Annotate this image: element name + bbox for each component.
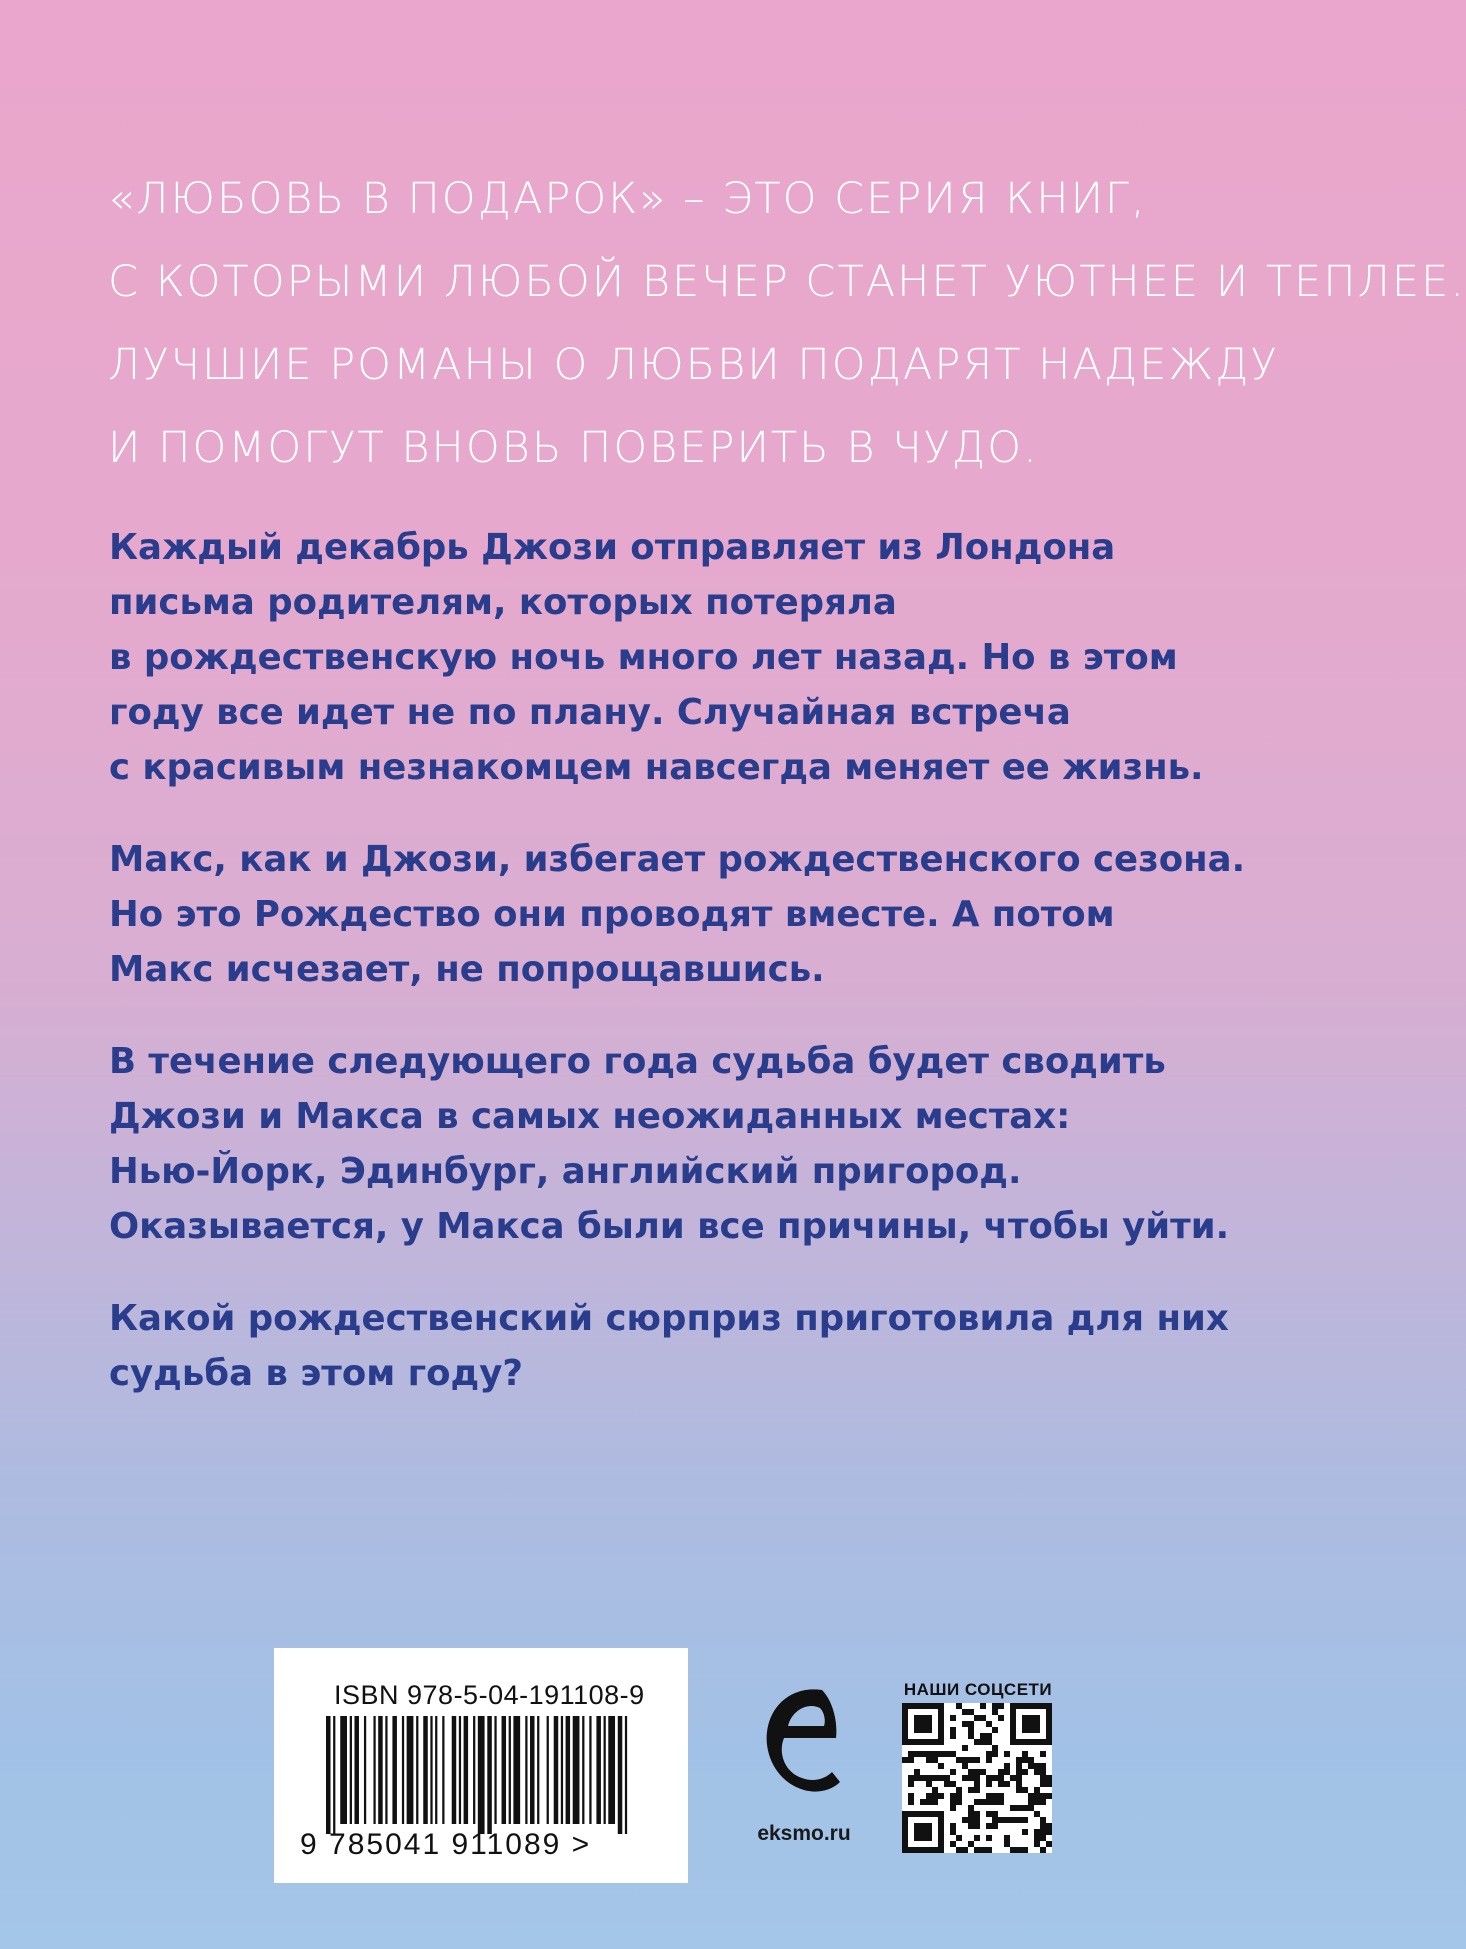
qr-module bbox=[950, 1829, 956, 1835]
qr-module bbox=[962, 1763, 968, 1769]
qr-module bbox=[1046, 1793, 1052, 1799]
qr-module bbox=[968, 1787, 974, 1793]
qr-module bbox=[1016, 1763, 1022, 1769]
qr-module bbox=[968, 1709, 974, 1715]
qr-module bbox=[980, 1715, 986, 1721]
barcode-bar bbox=[402, 1716, 404, 1824]
qr-module bbox=[914, 1823, 932, 1841]
qr-module bbox=[932, 1757, 938, 1763]
barcode-bar bbox=[407, 1716, 414, 1824]
qr-module bbox=[992, 1823, 998, 1829]
blurb-line: с красивым незнакомцем навсегда меняет ее жизнь. bbox=[109, 747, 1204, 788]
qr-module bbox=[944, 1781, 950, 1787]
barcode-bar bbox=[430, 1716, 432, 1824]
qr-module bbox=[974, 1835, 980, 1841]
blurb-line: Каждый декабрь Джози отправляет из Лондона bbox=[109, 527, 1116, 568]
qr-module bbox=[950, 1715, 956, 1721]
qr-module bbox=[926, 1799, 932, 1805]
qr-module bbox=[962, 1757, 968, 1763]
blurb-line: Но это Рождество они проводят вместе. А потом bbox=[109, 894, 1115, 935]
qr-module bbox=[1022, 1847, 1028, 1853]
qr-module bbox=[962, 1709, 968, 1715]
barcode-bar bbox=[566, 1716, 571, 1824]
blurb-line: Оказывается, у Макса были все причины, чтобы уйти. bbox=[109, 1206, 1230, 1247]
qr-module bbox=[1034, 1835, 1040, 1841]
qr-module bbox=[1016, 1787, 1022, 1793]
qr-module bbox=[962, 1847, 968, 1853]
qr-module bbox=[962, 1817, 968, 1823]
barcode-bar bbox=[473, 1716, 475, 1824]
qr-module bbox=[974, 1847, 980, 1853]
qr-module bbox=[1022, 1817, 1028, 1823]
qr-module bbox=[950, 1799, 956, 1805]
qr-module bbox=[992, 1793, 998, 1799]
qr-module bbox=[1016, 1847, 1022, 1853]
qr-module bbox=[974, 1739, 980, 1745]
qr-module bbox=[992, 1709, 998, 1715]
qr-module bbox=[992, 1775, 998, 1781]
qr-module bbox=[1004, 1769, 1010, 1775]
qr-module bbox=[938, 1775, 944, 1781]
qr-module bbox=[932, 1793, 938, 1799]
blurb-line: в рождественскую ночь много лет назад. Но в этом bbox=[109, 637, 1178, 678]
barcode-bar bbox=[618, 1716, 623, 1834]
qr-module bbox=[962, 1745, 968, 1751]
qr-module bbox=[956, 1799, 962, 1805]
qr-module bbox=[1034, 1829, 1040, 1835]
barcode-bar bbox=[354, 1716, 359, 1824]
blurb-line: Джози и Макса в самых неожиданных местах: bbox=[109, 1096, 1071, 1137]
qr-module bbox=[914, 1715, 932, 1733]
qr-module bbox=[1016, 1781, 1022, 1787]
blurb-paragraph-3 bbox=[109, 1034, 1259, 1254]
barcode-bar bbox=[509, 1716, 511, 1824]
qr-module bbox=[992, 1811, 998, 1817]
qr-module bbox=[932, 1799, 938, 1805]
blurb-line: Нью-Йорк, Эдинбург, английский пригород. bbox=[109, 1151, 1022, 1192]
barcode-bar bbox=[459, 1716, 461, 1824]
qr-module bbox=[908, 1781, 914, 1787]
qr-module bbox=[1022, 1715, 1040, 1733]
qr-module bbox=[908, 1751, 914, 1757]
barcode-bar bbox=[452, 1716, 457, 1824]
qr-module bbox=[1004, 1781, 1010, 1787]
blurb-line: письма родителям, которых потеряла bbox=[109, 582, 897, 623]
qr-module bbox=[968, 1805, 974, 1811]
qr-module bbox=[1004, 1841, 1010, 1847]
qr-module bbox=[956, 1847, 962, 1853]
qr-module bbox=[950, 1793, 956, 1799]
qr-module bbox=[992, 1727, 998, 1733]
qr-module bbox=[920, 1799, 926, 1805]
tagline-line: С КОТОРЫМИ ЛЮБОЙ ВЕЧЕР СТАНЕТ УЮТНЕЕ И ТЕПЛЕЕ. bbox=[108, 257, 1466, 307]
qr-module bbox=[950, 1805, 956, 1811]
barcode-bar bbox=[435, 1716, 437, 1824]
tagline-line: «ЛЮБОВЬ В ПОДАРОК» – ЭТО СЕРИЯ КНИГ, bbox=[108, 174, 1147, 224]
qr-module bbox=[998, 1715, 1004, 1721]
qr-module bbox=[950, 1727, 956, 1733]
barcode-bar bbox=[525, 1716, 527, 1824]
qr-module bbox=[980, 1739, 986, 1745]
barcode-digits: 9 785041 911089 > bbox=[300, 1828, 592, 1861]
qr-module bbox=[1016, 1775, 1022, 1781]
qr-module bbox=[974, 1811, 980, 1817]
qr-module bbox=[980, 1703, 986, 1709]
qr-module bbox=[980, 1733, 986, 1739]
qr-module bbox=[1022, 1787, 1028, 1793]
qr-module bbox=[974, 1787, 980, 1793]
qr-module bbox=[986, 1781, 992, 1787]
blurb-paragraph-4 bbox=[109, 1291, 1259, 1401]
qr-module bbox=[1016, 1817, 1022, 1823]
qr-module bbox=[920, 1775, 926, 1781]
eksmo-logo-icon bbox=[752, 1678, 848, 1802]
qr-module bbox=[1004, 1835, 1010, 1841]
barcode-bar bbox=[340, 1716, 347, 1824]
qr-module bbox=[1016, 1805, 1022, 1811]
barcode-bar bbox=[326, 1716, 331, 1834]
barcode-bar bbox=[478, 1716, 485, 1834]
qr-module bbox=[968, 1775, 974, 1781]
qr-module bbox=[1022, 1829, 1028, 1835]
qr-module bbox=[1040, 1829, 1046, 1835]
qr-module bbox=[920, 1751, 926, 1757]
qr-module bbox=[908, 1793, 914, 1799]
qr-module bbox=[926, 1781, 932, 1787]
qr-module bbox=[992, 1703, 998, 1709]
qr-module bbox=[998, 1769, 1004, 1775]
qr-module bbox=[974, 1817, 980, 1823]
qr-module bbox=[1010, 1775, 1016, 1781]
qr-module bbox=[950, 1733, 956, 1739]
qr-module bbox=[926, 1775, 932, 1781]
qr-module bbox=[998, 1703, 1004, 1709]
qr-module bbox=[914, 1775, 920, 1781]
barcode-bar bbox=[416, 1716, 418, 1824]
qr-module bbox=[1040, 1763, 1046, 1769]
qr-module bbox=[998, 1781, 1004, 1787]
qr-module bbox=[1022, 1769, 1028, 1775]
qr-module bbox=[968, 1733, 974, 1739]
qr-module bbox=[950, 1751, 956, 1757]
qr-module bbox=[986, 1823, 992, 1829]
qr-module bbox=[1016, 1757, 1022, 1763]
qr-module bbox=[986, 1811, 992, 1817]
series-tagline bbox=[108, 158, 1466, 490]
qr-module bbox=[914, 1751, 920, 1757]
qr-module bbox=[1040, 1781, 1046, 1787]
isbn-label: ISBN 978-5-04-191108-9 bbox=[334, 1680, 645, 1710]
qr-module bbox=[1034, 1787, 1040, 1793]
qr-module bbox=[998, 1775, 1004, 1781]
qr-module bbox=[974, 1715, 980, 1721]
blurb-paragraph-2 bbox=[109, 832, 1259, 997]
qr-module bbox=[944, 1751, 950, 1757]
barcode-bar bbox=[442, 1716, 444, 1824]
qr-module bbox=[992, 1745, 998, 1751]
qr-module bbox=[950, 1781, 956, 1787]
qr-module bbox=[962, 1721, 968, 1727]
qr-module bbox=[1034, 1841, 1040, 1847]
barcode-bar bbox=[573, 1716, 580, 1824]
social-title: НАШИ СОЦСЕТИ bbox=[903, 1680, 1053, 1699]
qr-module bbox=[1028, 1799, 1034, 1805]
qr-module bbox=[932, 1787, 938, 1793]
qr-module bbox=[998, 1799, 1004, 1805]
qr-module bbox=[962, 1775, 968, 1781]
publisher-site[interactable]: eksmo.ru bbox=[757, 1822, 851, 1845]
qr-module bbox=[932, 1751, 938, 1757]
qr-module bbox=[998, 1817, 1004, 1823]
qr-module bbox=[986, 1733, 992, 1739]
qr-module bbox=[968, 1721, 974, 1727]
qr-module bbox=[1040, 1769, 1046, 1775]
qr-module bbox=[926, 1751, 932, 1757]
qr-module bbox=[986, 1799, 992, 1805]
qr-module bbox=[1004, 1751, 1010, 1757]
qr-module bbox=[926, 1793, 932, 1799]
qr-module bbox=[1040, 1751, 1046, 1757]
qr-module bbox=[956, 1835, 962, 1841]
qr-module bbox=[1004, 1763, 1010, 1769]
qr-module bbox=[938, 1763, 944, 1769]
qr-module bbox=[1016, 1769, 1022, 1775]
blurb-line: Макс исчезает, не попрощавшись. bbox=[109, 949, 825, 990]
qr-module bbox=[914, 1769, 920, 1775]
qr-module bbox=[1040, 1799, 1046, 1805]
barcode-bar bbox=[502, 1716, 507, 1824]
barcode-bar bbox=[373, 1716, 375, 1824]
qr-module bbox=[908, 1775, 914, 1781]
qr-module bbox=[1040, 1847, 1046, 1853]
qr-module bbox=[1034, 1793, 1040, 1799]
barcode-bar bbox=[364, 1716, 366, 1824]
qr-module bbox=[1010, 1847, 1016, 1853]
qr-module bbox=[968, 1841, 974, 1847]
blurb-line: Макс, как и Джози, избегает рождественского сезона. bbox=[109, 839, 1246, 880]
barcode-bar bbox=[487, 1716, 492, 1834]
barcode-bar bbox=[392, 1716, 397, 1824]
qr-module bbox=[980, 1847, 986, 1853]
qr-module bbox=[1022, 1805, 1028, 1811]
barcode-bar bbox=[513, 1716, 520, 1824]
barcode-bar bbox=[589, 1716, 591, 1824]
qr-module bbox=[974, 1823, 980, 1829]
qr-module bbox=[986, 1847, 992, 1853]
qr-module bbox=[1022, 1751, 1028, 1757]
qr-module bbox=[986, 1835, 992, 1841]
qr-module bbox=[932, 1775, 938, 1781]
qr-module bbox=[956, 1787, 962, 1793]
tagline-line: ЛУЧШИЕ РОМАНЫ О ЛЮБВИ ПОДАРЯТ НАДЕЖДУ bbox=[108, 340, 1279, 390]
barcode-bar bbox=[554, 1716, 559, 1824]
barcode-icon bbox=[326, 1716, 632, 1834]
qr-module bbox=[950, 1823, 956, 1829]
barcode-bar bbox=[608, 1716, 615, 1824]
qr-module bbox=[992, 1751, 998, 1757]
qr-module bbox=[980, 1769, 986, 1775]
qr-module bbox=[1004, 1817, 1010, 1823]
qr-module bbox=[980, 1799, 986, 1805]
barcode-bar bbox=[378, 1716, 383, 1824]
barcode-bar bbox=[582, 1716, 584, 1824]
qr-module bbox=[908, 1799, 914, 1805]
barcode-bar bbox=[596, 1716, 601, 1824]
qr-module bbox=[986, 1751, 992, 1757]
qr-module bbox=[968, 1769, 974, 1775]
qr-module bbox=[1028, 1793, 1034, 1799]
qr-module bbox=[986, 1739, 992, 1745]
book-blurb bbox=[109, 520, 1259, 1438]
blurb-line: Какой рождественский сюрприз приготовила для них bbox=[109, 1298, 1229, 1339]
qr-module bbox=[968, 1811, 974, 1817]
qr-module bbox=[968, 1757, 974, 1763]
barcode-bar bbox=[494, 1716, 496, 1824]
qr-module bbox=[1046, 1829, 1052, 1835]
qr-module bbox=[974, 1757, 980, 1763]
blurb-line: году все идет не по плану. Случайная встреча bbox=[109, 692, 1071, 733]
qr-module bbox=[974, 1781, 980, 1787]
qr-module bbox=[986, 1721, 992, 1727]
qr-module bbox=[1022, 1757, 1028, 1763]
barcode-bar bbox=[625, 1716, 627, 1834]
qr-module bbox=[1034, 1799, 1040, 1805]
qr-module bbox=[1040, 1823, 1046, 1829]
qr-code-icon[interactable] bbox=[902, 1703, 1052, 1853]
qr-module bbox=[992, 1817, 998, 1823]
barcode-bar bbox=[604, 1716, 606, 1824]
qr-module bbox=[938, 1751, 944, 1757]
qr-module bbox=[986, 1757, 992, 1763]
blurb-paragraph-1 bbox=[109, 520, 1259, 795]
barcode-bar bbox=[464, 1716, 469, 1824]
qr-module bbox=[902, 1757, 908, 1763]
qr-module bbox=[1046, 1781, 1052, 1787]
qr-module bbox=[908, 1757, 914, 1763]
qr-module bbox=[1034, 1811, 1040, 1817]
barcode-bar bbox=[537, 1716, 539, 1824]
qr-module bbox=[986, 1793, 992, 1799]
qr-module bbox=[944, 1775, 950, 1781]
qr-module bbox=[968, 1823, 974, 1829]
qr-module bbox=[1040, 1835, 1046, 1841]
qr-module bbox=[938, 1793, 944, 1799]
qr-module bbox=[992, 1799, 998, 1805]
barcode-bar bbox=[350, 1716, 352, 1824]
barcode-bar bbox=[385, 1716, 387, 1824]
tagline-line: И ПОМОГУТ ВНОВЬ ПОВЕРИТЬ В ЧУДО. bbox=[108, 423, 1039, 473]
qr-module bbox=[968, 1817, 974, 1823]
qr-module bbox=[1034, 1763, 1040, 1769]
qr-module bbox=[998, 1793, 1004, 1799]
qr-module bbox=[1028, 1805, 1034, 1811]
qr-module bbox=[974, 1775, 980, 1781]
barcode-bar bbox=[423, 1716, 428, 1824]
qr-module bbox=[1046, 1775, 1052, 1781]
qr-module bbox=[974, 1769, 980, 1775]
qr-module bbox=[1028, 1763, 1034, 1769]
barcode-bar bbox=[547, 1716, 549, 1824]
barcode-bar bbox=[561, 1716, 563, 1824]
qr-module bbox=[1040, 1793, 1046, 1799]
qr-module bbox=[1010, 1805, 1016, 1811]
blurb-line: судьба в этом году? bbox=[109, 1353, 523, 1394]
barcode-bar bbox=[530, 1716, 535, 1824]
barcode-panel bbox=[274, 1648, 688, 1883]
qr-module bbox=[1046, 1841, 1052, 1847]
qr-module bbox=[1028, 1757, 1034, 1763]
qr-module bbox=[956, 1703, 962, 1709]
qr-module bbox=[950, 1769, 956, 1775]
qr-module bbox=[956, 1793, 962, 1799]
qr-module bbox=[986, 1775, 992, 1781]
qr-module bbox=[1010, 1817, 1016, 1823]
qr-module bbox=[1034, 1769, 1040, 1775]
qr-module bbox=[974, 1799, 980, 1805]
qr-module bbox=[1040, 1775, 1046, 1781]
barcode-bar bbox=[333, 1716, 335, 1834]
qr-module bbox=[950, 1841, 956, 1847]
qr-module bbox=[1040, 1817, 1046, 1823]
blurb-line: В течение следующего года судьба будет сводить bbox=[109, 1041, 1166, 1082]
qr-module bbox=[1046, 1823, 1052, 1829]
qr-module bbox=[968, 1727, 974, 1733]
qr-module bbox=[926, 1757, 932, 1763]
qr-module bbox=[956, 1757, 962, 1763]
